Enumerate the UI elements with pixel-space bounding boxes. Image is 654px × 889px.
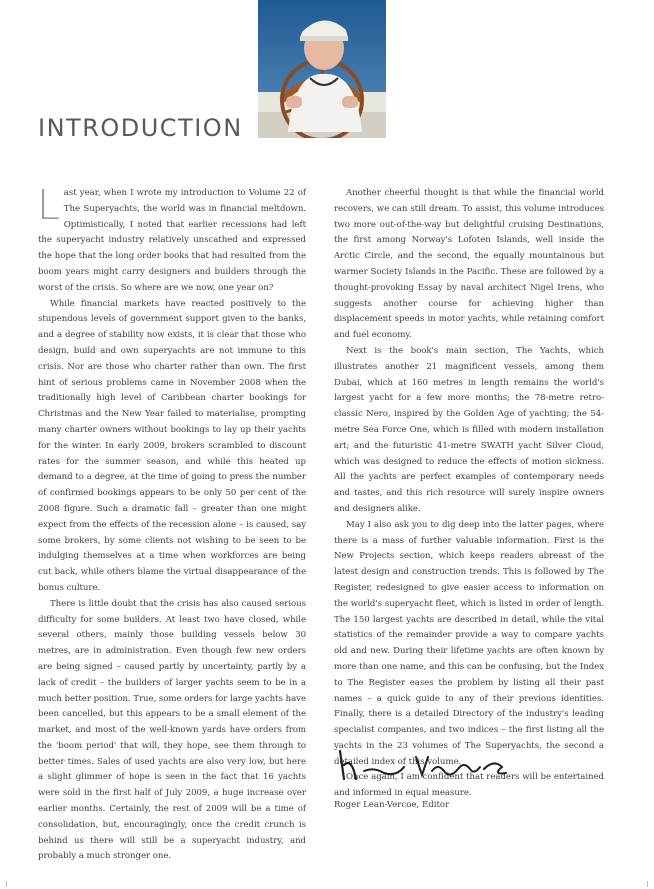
editor-credit: Roger Lean-Vercoe, Editor: [334, 800, 450, 810]
paragraph: May I also ask you to dig deep into the latter pages, where there is a mass of further valuable information. First is the New Projects section, which keeps readers abreast of the latest design and construction trends. This is followed by The Register, redesigned to give easier access to information on the world's superyacht fleet, which is listed in order of length. The 150 largest yachts are described in detail, while the vital statistics of the remainder provide a way to compare yachts old and new. During their lifetime yachts are often known by more than one name, and this can be confusing, but the Index to The Register eases the problem by listing all their past names – a quick guide to any of their previous identities. Finally, there is a detailed Directory of the industry's leading specialist companies, and two indices – the first listing all the yachts in the 23 volumes of The Superyachts, the second a detailed index of this volume.: [334, 519, 604, 767]
page-title: INTRODUCTION: [38, 114, 243, 142]
dropcap: L: [37, 181, 60, 229]
portrait-icon: [258, 0, 386, 138]
paragraph: There is little doubt that the crisis has also caused serious difficulty for some builders. At least two have closed, while several others, mainly those building vessels below 30 metres, are in administration. Even though few new orders are being signed – caused partly by uncertainty, partly by a lack of credit – the builders of larger yachts seem to be in a much better position. True, some orders for large yachts have been cancelled, but this appears to be a small element of the market, and most of the well-known yards have orders from the 'boom period' that will, they hope, see them through to better times. Sales of used yachts are also very low, but here a slight glimmer of hope is seen in the fact that 16 yachts were sold in the first half of July 2009, a huge increase over earlier months. Certainly, the rest of 2009 will be a time of consolidation, but, encouragingly, once the credit crunch is behind us there will still be a superyacht industry, and probably a much stronger one.: [38, 598, 306, 862]
paragraph: Once again, I am confident that readers will be entertained and informed in equal measure.: [334, 772, 604, 799]
paragraph: Another cheerful thought is that while the financial world recovers, we can still dream. To assist, this volume introduces two more out-of-the-way but delightful cruising Destinations, the first among Norway's Lofoten Islands, well inside the Arctic Circle, and the second, the equally mountainous but warmer Society Islands in the Pacific. These are followed by a thought-provoking Essay by naval architect Nigel Irens, who suggests another course for achieving higher than displacement speeds in motor yachts, while retaining comfort and fuel economy.: [334, 188, 604, 341]
left-column: [37, 181, 306, 865]
signature-icon: [334, 745, 514, 787]
signature: [334, 745, 514, 787]
paragraph: [37, 181, 306, 297]
paragraph: While financial markets have reacted positively to the stupendous levels of government support given to the banks, and a degree of stability now exists, it is clear that those who design, build and own superyachts are not immune to this crisis. Nor are those who charter rather than own. The first hint of serious problems came in November 2008 when the traditionally high level of Caribbean charter bookings for Christmas and the New Year failed to materialise, prompting many charter owners without bookings to lay up their yachts for the winter. In early 2009, brokers scrambled to discount rates for the summer season, and while this heated up demand to a degree, at the time of going to press the number of confirmed bookings appears to be only 50 per cent of the 2008 figure. Such a dramatic fall – greater than one might expect from the effects of the recession alone – is caused, say some brokers, by some clients not wishing to be seen to be indulging themselves at a time when workforces are being cut back, while others blame the virtual disappearance of the bonus culture.: [38, 298, 306, 593]
paragraph-text: ast year, when I wrote my introduction to Volume 22 of The Superyachts, the world was in financial meltdown. Optimistically, I noted that earlier recessions had left the superyacht industry relatively unscathed and expressed the hope that the long order books that had resulted from the boom years might carry designers and builders through the worst of the crisis. So where are we now, one year on?: [38, 188, 306, 293]
crop-mark: [6, 881, 7, 887]
editor-portrait-photo: [258, 0, 386, 138]
right-column: [334, 186, 604, 802]
paragraph: Next is the book's main section, The Yachts, which illustrates another 21 magnificent vessels, among them Dubai, which at 160 metres in length remains the world's largest yacht for a few more months; the 78-metre retro-classic Nero, inspired by the Golden Age of yachting; the 54-metre Sea Force One, which is filled with modern installation art; and the futuristic 41-metre SWATH yacht Silver Cloud, which was designed to reduce the effects of motion sickness. All the yachts are perfect examples of contemporary needs and tastes, and this rich resource will surely inspire owners and designers alike.: [334, 345, 604, 514]
crop-mark: [647, 881, 648, 887]
